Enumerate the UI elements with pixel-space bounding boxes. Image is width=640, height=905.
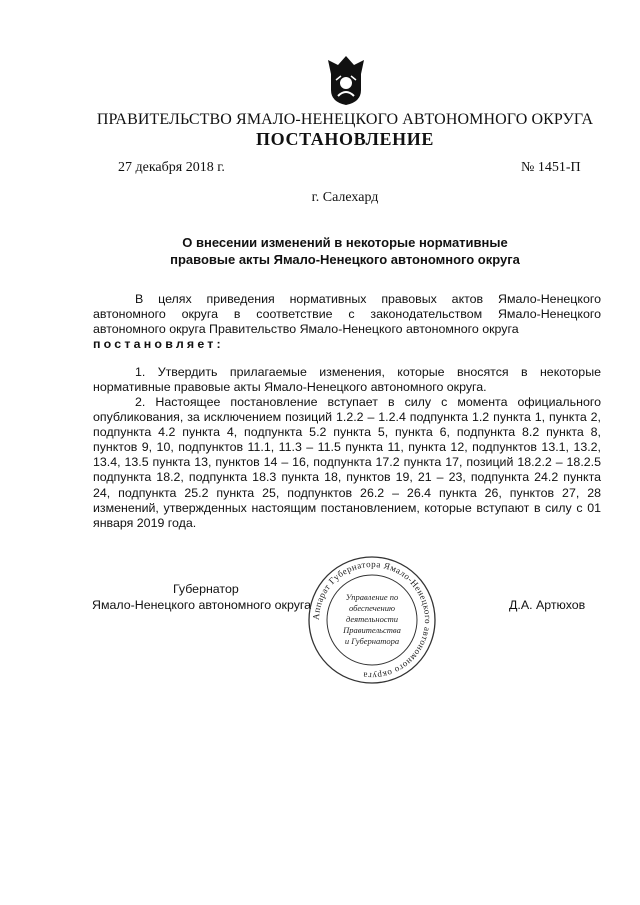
preamble-paragraph: В целях приведения нормативных правовых актов Ямало-Ненецкого автономного округа в соответствие с законодательством Ямало-Ненецкого автономного округа Правительство Ямало-Ненецкого автономного округа: [93, 292, 601, 337]
stamp-inner-line: Правительства: [343, 625, 401, 635]
document-date: 27 декабря 2018 г.: [118, 160, 225, 175]
government-name: ПРАВИТЕЛЬСТВО ЯМАЛО-НЕНЕЦКОГО АВТОНОМНОГО ОКРУГА: [96, 111, 594, 128]
signatory-position: Губернатор: [173, 582, 239, 596]
official-stamp: [306, 554, 438, 686]
document-city: г. Салехард: [311, 190, 379, 205]
item-1-paragraph: 1. Утвердить прилагаемые изменения, которые вносятся в некоторые нормативные правовые акты Ямало-Ненецкого автономного округа.: [93, 365, 601, 395]
coat-of-arms-emblem: [324, 52, 368, 106]
title-line-1: О внесении изменений в некоторые нормативные: [182, 235, 508, 250]
stamp-inner-line: Управление по: [345, 592, 399, 602]
signatory-name: Д.А. Артюхов: [509, 598, 586, 612]
resolves-keyword: постановляет:: [93, 337, 224, 351]
item-2-paragraph: 2. Настоящее постановление вступает в силу с момента официального опубликования, за исключением позиций 1.2.2 – 1.2.4 подпункта 1.2 пункта 1, пункта 2, подпункта 4.2 пункта 4, подпункта 5.2 пункта 5, пункта 6, подпункта 8.2 пункта 8, пунктов 9, 10, подпунктов 11.1, 11.3 – 11.5 пункта 11, пункта 12, подпунктов 13.1, 13.2, 13.4, 13.5 пункта 13, пунктов 14 – 16, подпункта 17.2 пункта 17, позиций 18.2.2 – 18.2.5 подпункта 18.2, подпункта 18.3 пункта 18, пунктов 19, 21 – 23, подпункта 24.2 пункта 24, подпункта 25.2 пункта 25, подпунктов 26.2 – 26.4 пункта 26, пунктов 27, 28 изменений, утвержденных настоящим постановлением, которые вступают в силу с 01 января 2019 года.: [93, 395, 601, 530]
stamp-inner-line: обеспечению: [348, 603, 396, 613]
stamp-outer-text: Аппарат Губернатора Ямало-Ненецкого автономного округа: [310, 558, 434, 682]
stamp-inner-line: деятельности: [345, 614, 399, 624]
document-type: ПОСТАНОВЛЕНИЕ: [256, 129, 434, 149]
stamp-inner-line: и Губернатора: [344, 636, 400, 646]
document-title: [0, 234, 640, 268]
document-number: № 1451-П: [521, 160, 581, 175]
signatory-organization: Ямало-Ненецкого автономного округа: [92, 598, 312, 612]
title-line-2: правовые акты Ямало-Ненецкого автономного округа: [170, 252, 520, 267]
